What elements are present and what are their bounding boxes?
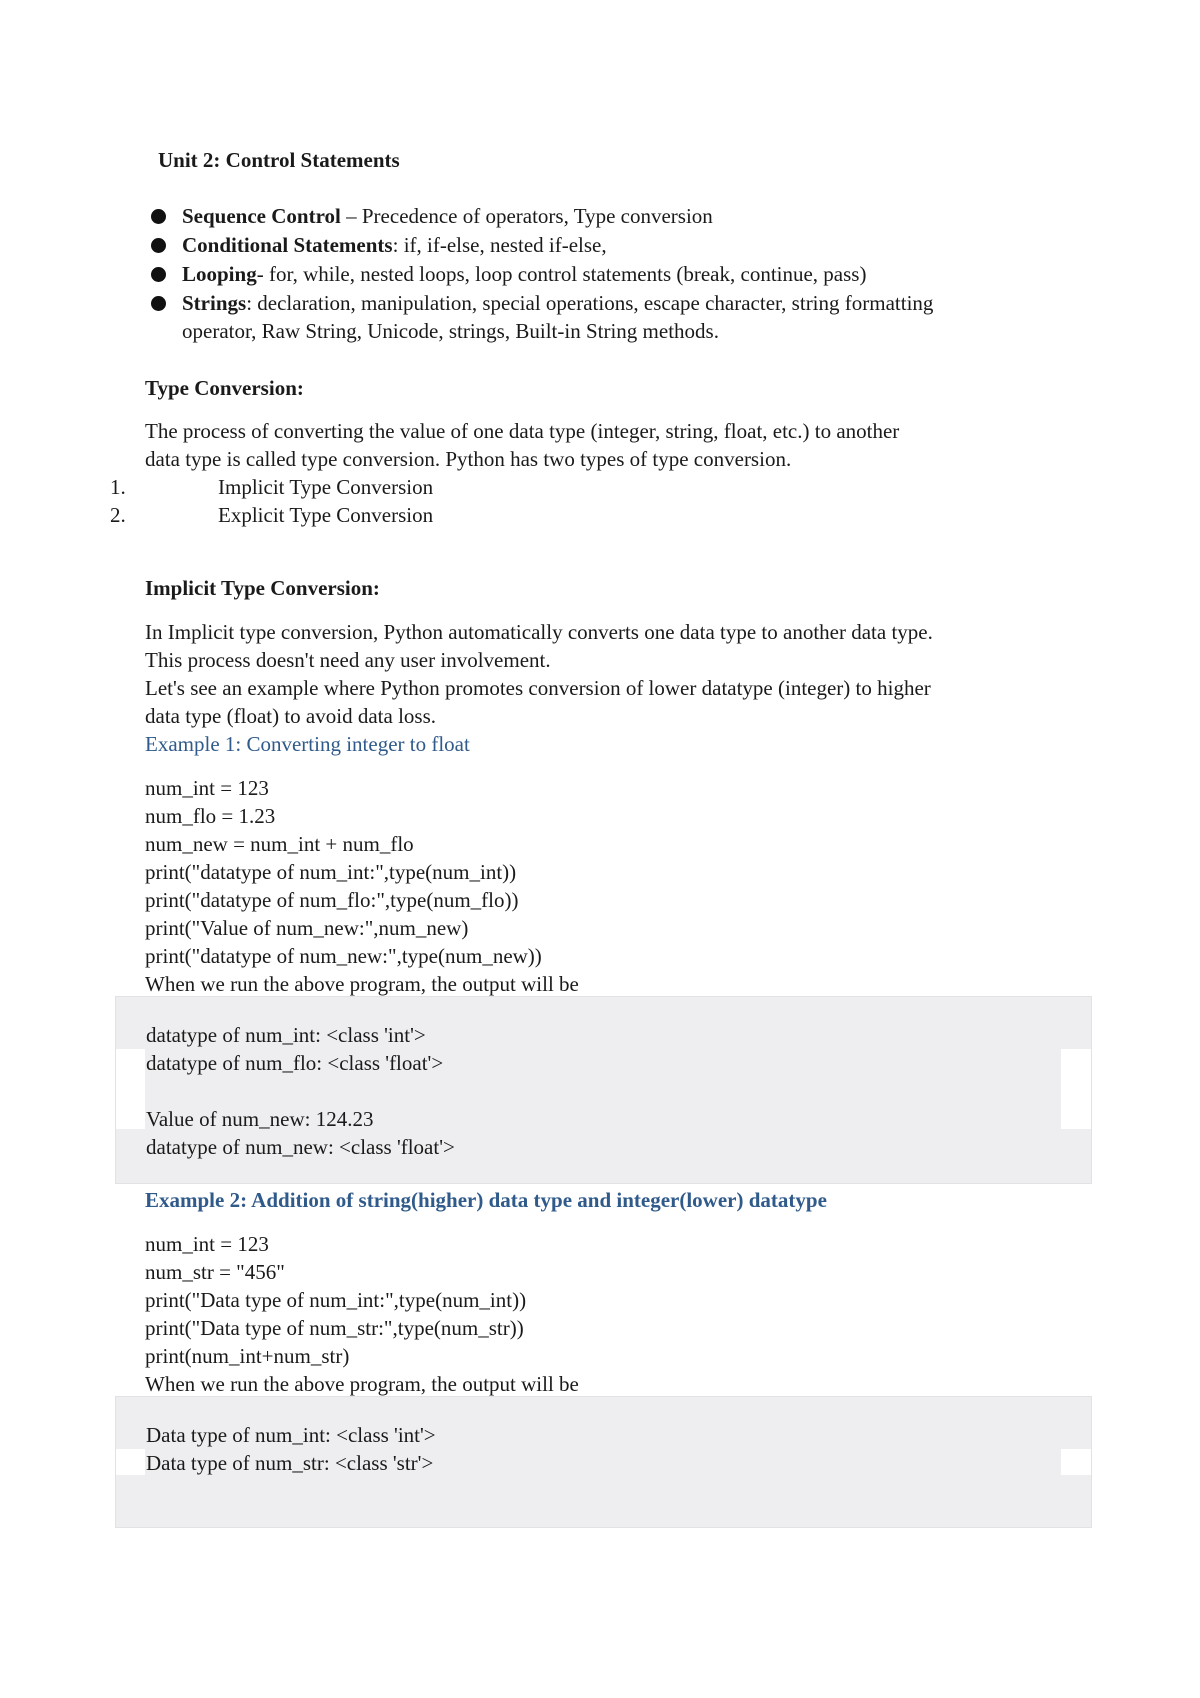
example-1-output-box [115, 996, 1092, 1184]
run-note: When we run the above program, the output will be [145, 972, 579, 996]
output-line [116, 1133, 1091, 1161]
list-item: Explicit Type Conversion [218, 503, 434, 527]
code-line: print(num_int+num_str) [145, 1344, 350, 1368]
topic-bold: Sequence Control [182, 204, 347, 228]
topic-bold: Strings [182, 291, 247, 315]
output-text: Data type of num_str: <class 'str'> [146, 1451, 434, 1475]
output-line [116, 1021, 1091, 1049]
code-line: print("datatype of num_flo:",type(num_flo)) [145, 888, 519, 912]
paragraph-line: The process of converting the value of one data type (integer, string, float, etc.) to another [145, 419, 900, 443]
topic-item [182, 231, 607, 259]
example-1-title: Example 1: Converting integer to float [145, 732, 470, 756]
example-2-title: Example 2: Addition of string(higher) data type and integer(lower) datatype [145, 1188, 827, 1212]
code-line: print("Data type of num_str:",type(num_str)) [145, 1316, 524, 1340]
topic-item [182, 260, 866, 288]
code-line: num_int = 123 [145, 1232, 269, 1256]
code-line: print("datatype of num_new:",type(num_new)) [145, 944, 542, 968]
run-note: When we run the above program, the output will be [145, 1372, 579, 1396]
topic-text: – Precedence of operators, Type conversion [346, 204, 713, 228]
output-line [116, 1105, 1091, 1133]
topic-item [182, 202, 713, 230]
bullet-icon [151, 267, 166, 282]
output-line [116, 1049, 1091, 1077]
code-line: num_flo = 1.23 [145, 804, 276, 828]
topic-text: - for, while, nested loops, loop control statements (break, continue, pass) [256, 262, 867, 286]
paragraph-line: In Implicit type conversion, Python automatically converts one data type to another data type. [145, 620, 933, 644]
code-line: num_str = "456" [145, 1260, 285, 1284]
paragraph-line: Let's see an example where Python promotes conversion of lower datatype (integer) to higher [145, 676, 931, 700]
topic-bold: Conditional Statements [182, 233, 393, 257]
output-text: Data type of num_int: <class 'int'> [146, 1423, 436, 1447]
example-2-output-box [115, 1396, 1092, 1528]
output-text: datatype of num_int: <class 'int'> [146, 1023, 426, 1047]
list-number: 2. [110, 503, 126, 527]
output-text: datatype of num_new: <class 'float'> [146, 1135, 455, 1159]
bullet-icon [151, 296, 166, 311]
topic-text: : if, if-else, nested if-else, [392, 233, 607, 257]
topic-text: : declaration, manipulation, special operations, escape character, string formatting [246, 291, 934, 315]
paragraph-line: This process doesn't need any user involvement. [145, 648, 551, 672]
code-line: print("Value of num_new:",num_new) [145, 916, 469, 940]
output-line [116, 1421, 1091, 1449]
code-line: print("datatype of num_int:",type(num_int)) [145, 860, 517, 884]
paragraph-line: data type (float) to avoid data loss. [145, 704, 436, 728]
bullet-icon [151, 238, 166, 253]
paragraph-line: data type is called type conversion. Python has two types of type conversion. [145, 447, 792, 471]
unit-title: Unit 2: Control Statements [158, 148, 400, 172]
topic-item [182, 289, 933, 317]
output-line [116, 1449, 1091, 1477]
section-heading-type-conversion: Type Conversion: [145, 376, 304, 400]
output-text: Value of num_new: 124.23 [146, 1107, 374, 1131]
topic-item-continued: operator, Raw String, Unicode, strings, Built-in String methods. [182, 319, 719, 343]
topic-bold: Looping [182, 262, 257, 286]
bullet-icon [151, 209, 166, 224]
code-line: num_int = 123 [145, 776, 269, 800]
code-line: print("Data type of num_int:",type(num_int)) [145, 1288, 527, 1312]
list-number: 1. [110, 475, 126, 499]
output-text: datatype of num_flo: <class 'float'> [146, 1051, 444, 1075]
list-item: Implicit Type Conversion [218, 475, 434, 499]
section-heading-implicit: Implicit Type Conversion: [145, 576, 380, 600]
code-line: num_new = num_int + num_flo [145, 832, 414, 856]
